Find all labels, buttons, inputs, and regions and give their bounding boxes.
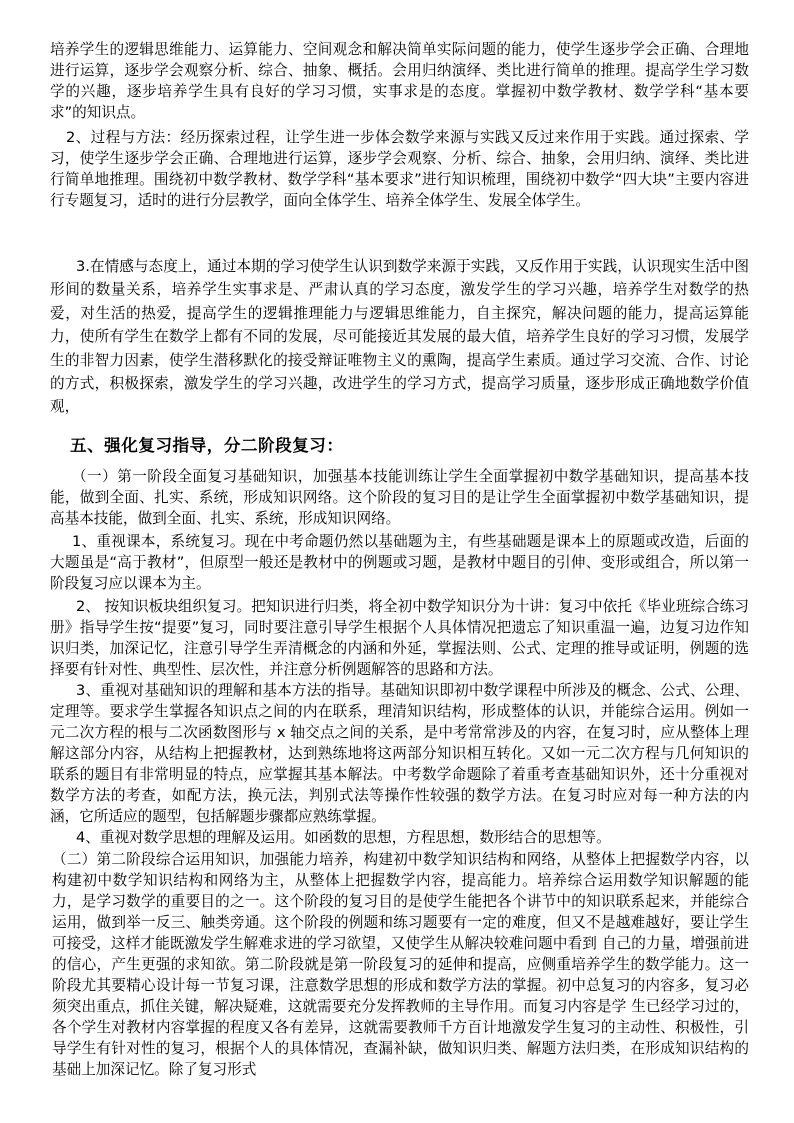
section-heading-review-guidance: 五、强化复习指导，分二阶段复习： [70,436,344,455]
paragraph-process-methods: 2、过程与方法：经历探索过程，让学生进一步体会数学来源与实践又反过来作用于实践。通过探索、学习，使学生逐步学会正确、合理地进行运算，逐步学会观察、分析、综合、抽象，会用归纳、演绎、类比进行简单地推理。围绕初中数学教材、数学学科“基本要求”进行知识梳理，围绕初中数学“四大块”主要内容进行专题复习，适时的进行分层教学，面向全体学生、培养全体学生、发展全体学生。 [50,129,749,209]
paragraph-basic-methods: 3、重视对基础知识的理解和基本方法的指导。基础知识即初中数学课程中所涉及的概念、公式、公理、定理等。要求学生掌握各知识点之间的内在联系，理清知识结构，形成整体的认识，并能综合运用。例如一元二次方程的根与二次函数图形与 x 轴交点之间的关系，是中考常常涉及的内容，在复习时，应从整体上理解这部分内容，从结构上把握教材，达到熟练地将这两部分知识相互转化。又如一元二次方程与几何知识的联系的题目有非常明显的特点，应掌握其基本解法。中考数学命题除了着重考查基础知识外，还十分重视对数学方法的考查，如配方法，换元法，判别式法等操作性较强的数学方法。在复习时应对每一种方法的内涵，它所适应的题型，包括解题步骤都应熟练掌握。 [50,682,749,825]
paragraph-math-thinking: 4、重视对数学思想的理解及运用。如函数的思想，方程思想，数形结合的思想等。 [76,829,611,846]
paragraph-emotion-attitude: 3.在情感与态度上，通过本期的学习使学生认识到数学来源于实践，又反作用于实践，认识现实生活中图形间的数量关系，培养学生实事求是、严肃认真的学习态度，激发学生的学习兴趣，培养学生对数学的热爱，对生活的热爱，提高学生的逻辑推理能力与逻辑思维能力，自主探究，解决问题的能力，提高运算能力，使所有学生在数学上都有不同的发展，尽可能接近其发展的最大值，培养学生良好的学习习惯，发展学生的非智力因素，使学生潜移默化的接受辩证唯物主义的熏陶，提高学生素质。通过学习交流、合作、讨论的方式，积极探索，激发学生的学习兴趣，改进学生的学习方式，提高学习质量，逐步形成正确地数学价值观， [50,258,749,416]
paragraph-skill-goals: 培养学生的逻辑思维能力、运算能力、空间观念和解决简单实际问题的能力，使学生逐步学会正确、合理地进行运算，逐步学会观察分析、综合、抽象、概括。会用归纳演绎、类比进行简单的推理。提高学生学习数学的兴趣，逐步培养学生具有良好的学习习惯，实事求是的态度。掌握初中数学教材、数学学科“基本要求”的知识点。 [50,41,749,121]
paragraph-textbook-review: 1、重视课本，系统复习。现在中考命题仍然以基础题为主，有些基础题是课本上的原题或改造，后面的大题虽是“高于教材”，但原型一般还是教材中的例题或习题，是教材中题目的引伸、变形或组合，所以第一阶段复习应以课本为主。 [50,533,749,592]
paragraph-stage-two: （二）第二阶段综合运用知识，加强能力培养，构建初中数学知识结构和网络，从整体上把握数学内容，以构建初中数学知识结构和网络为主，从整体上把握数学内容，提高能力。培养综合运用数学知识解题的能力，是学习数学的重要目的之一。这个阶段的复习目的是使学生能把各个讲节中的知识联系起来，并能综合运用，做到举一反三、触类旁通。这个阶段的例题和练习题要有一定的难度，但又不是越难越好，要让学生可接受，这样才能既激发学生解难求进的学习欲望，又使学生从解决较难问题中看到 自己的力量，增强前进的信心，产生更强的求知欲。第二阶段就是第一阶段复习的延伸和提高，应侧重培养学生的数学能力。这一阶段尤其要精心设计每一节复习课，注意数学思想的形成和数学方法的掌握。初中总复习的内容多，复习必须突出重点，抓住关键，解决疑难，这就需要充分发挥教师的主导作用。而复习内容是学 生已经学习过的，各个学生对教材内容掌握的程度又各有差异，这就需要教师千方百计地激发学生复习的主动性、积极性，引导学生有针对性的复习，根据个人的具体情况，查漏补缺，做知识归类、解题方法归类，在形成知识结构的基础上加深记忆。除了复习形式 [52,851,749,1078]
paragraph-stage-one: （一）第一阶段全面复习基础知识，加强基本技能训练让学生全面掌握初中数学基础知识，提高基本技能，做到全面、扎实、系统，形成知识网络。这个阶段的复习目的是让学生全面掌握初中数学基础知识，提高基本技能，做到全面、扎实、系统，形成知识网络。 [50,468,749,527]
paragraph-knowledge-blocks: 2、 按知识板块组织复习。把知识进行归类，将全初中数学知识分为十讲：复习中依托《毕业班综合练习册》指导学生按“提要”复习，同时要注意引导学生根据个人具体情况把遗忘了知识重温一遍，边复习边作知识归类，加深记忆，注意引导学生弄清概念的内涵和外延，掌握法则、公式、定理的推导或证明，例题的选择要有针对性、典型性、层次性，并注意分析例题解答的思路和方法。 [50,598,749,678]
